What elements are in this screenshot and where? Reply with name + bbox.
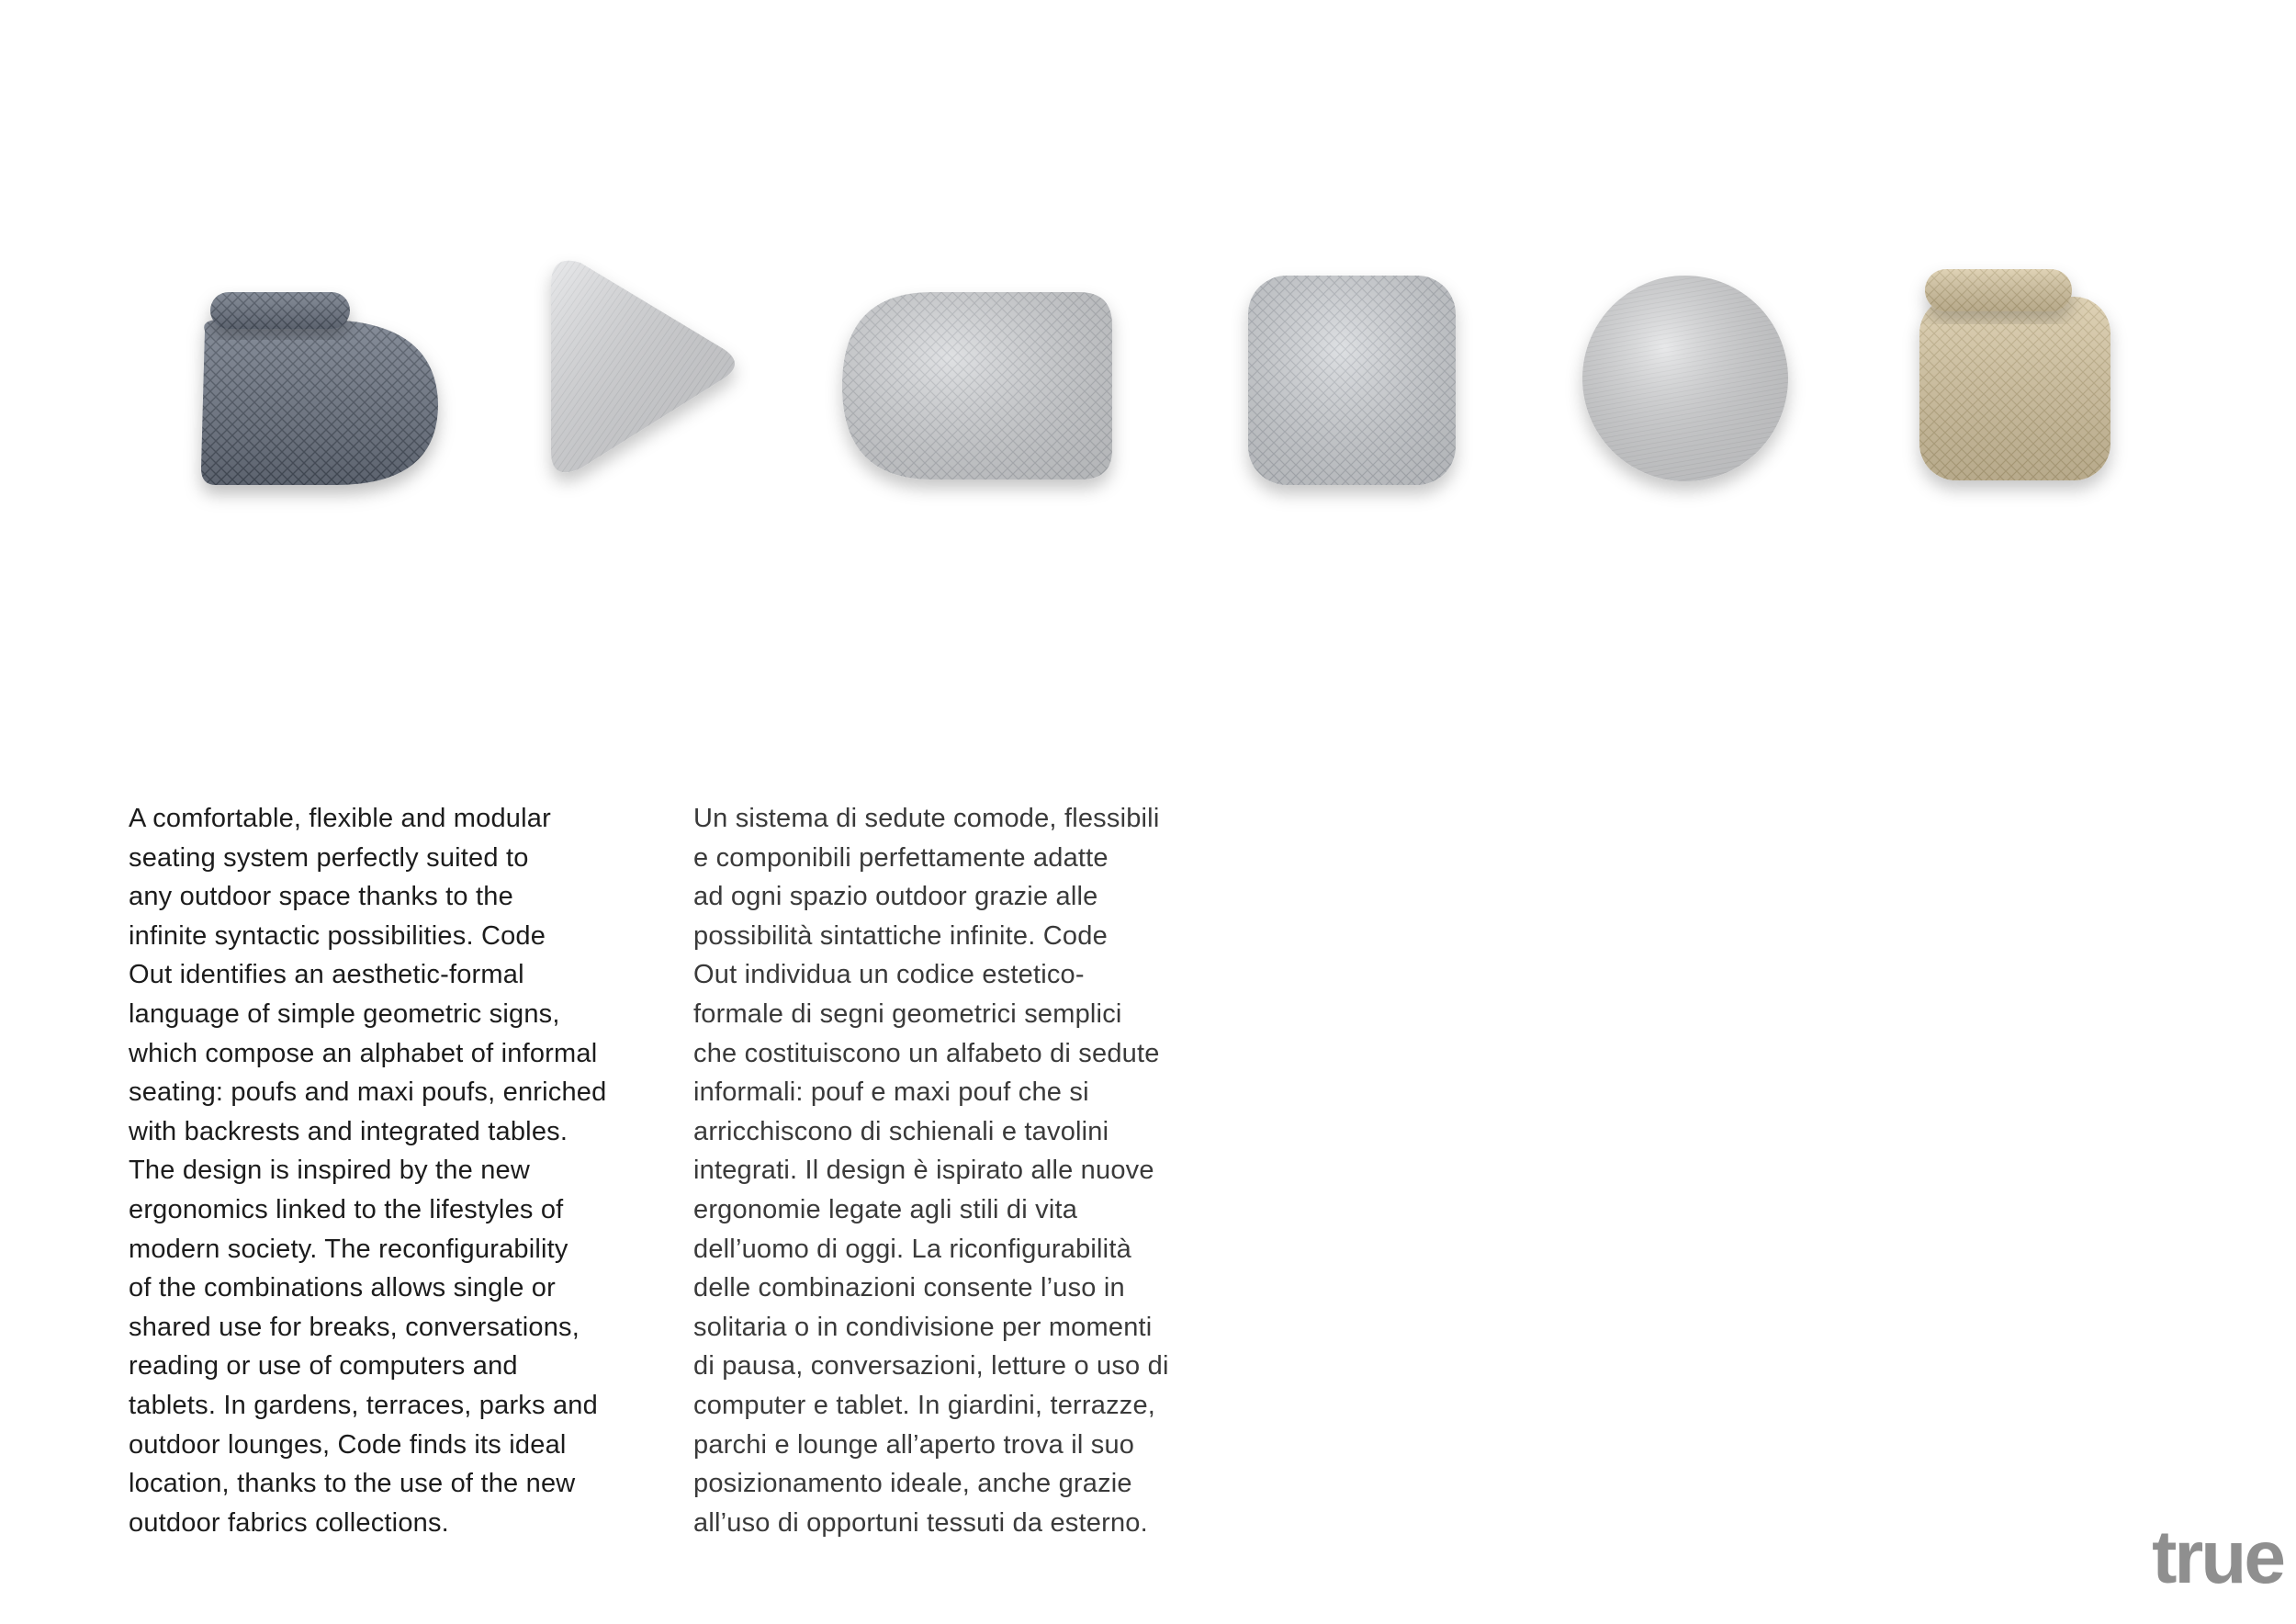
product-image-seat-backrest-sand [1901, 262, 2122, 501]
italian-text-line: formale di segni geometrici semplici [693, 998, 1122, 1029]
italian-text-line: dell’uomo di oggi. La riconfigurabilità [693, 1234, 1131, 1264]
italian-text-line: ad ogni spazio outdoor grazie alle [693, 882, 1098, 912]
product-image-triangle-pouf [523, 248, 753, 496]
english-text-line: outdoor fabrics collections. [129, 1507, 449, 1538]
english-text-line: which compose an alphabet of informal [129, 1038, 598, 1068]
italian-text-line: Out individua un codice estetico- [693, 960, 1085, 990]
english-text-line: tablets. In gardens, terraces, parks and [129, 1390, 598, 1420]
italian-text-line: ergonomie legate agli stili di vita [693, 1194, 1078, 1224]
italian-text-line: integrati. Il design è ispirato alle nuove [693, 1156, 1154, 1186]
italian-text-line: possibilità sintattiche infinite. Code [693, 920, 1108, 951]
english-text-line: ergonomics linked to the lifestyles of [129, 1194, 564, 1224]
italian-text-line: parchi e lounge all’aperto trova il suo [693, 1429, 1135, 1460]
product-image-seat-backrest-blue [188, 276, 455, 496]
italian-text-line: e componibili perfettamente adatte [693, 842, 1109, 873]
english-text-line: seating system perfectly suited to [129, 842, 529, 873]
english-text-line: language of simple geometric signs, [129, 998, 560, 1029]
english-text-line: infinite syntactic possibilities. Code [129, 920, 546, 951]
italian-text-line: di pausa, conversazioni, letture o uso di [693, 1351, 1169, 1382]
italian-text-line: informali: pouf e maxi pouf che si [693, 1077, 1089, 1108]
english-text-line: location, thanks to the use of the new [129, 1469, 576, 1499]
italian-text-line: solitaria o in condivisione per momenti [693, 1312, 1153, 1342]
italian-text-line: posizionamento ideale, anche grazie [693, 1469, 1132, 1499]
english-text-line: seating: poufs and maxi poufs, enriched [129, 1077, 607, 1108]
english-text-line: Out identifies an aesthetic-formal [129, 960, 524, 990]
italian-text-line: arricchiscono di schienali e tavolini [693, 1116, 1109, 1146]
english-text-line: The design is inspired by the new [129, 1156, 531, 1186]
italian-text-line: delle combinazioni consente l’uso in [693, 1273, 1125, 1303]
italian-text-line: che costituiscono un alfabeto di sedute [693, 1038, 1160, 1068]
english-text-line: A comfortable, flexible and modular [129, 804, 551, 833]
english-description [129, 799, 606, 1542]
english-text-line: shared use for breaks, conversations, [129, 1312, 580, 1342]
english-text-line: of the combinations allows single or [129, 1273, 556, 1303]
english-text-line: with backrests and integrated tables. [129, 1116, 568, 1146]
product-image-round-pouf [1570, 266, 1800, 496]
italian-text-line: computer e tablet. In giardini, terrazze, [693, 1390, 1156, 1420]
english-text-line: outdoor lounges, Code finds its ideal [129, 1429, 567, 1460]
product-images-row [0, 220, 2296, 533]
english-text-line: modern society. The reconfigurability [129, 1234, 568, 1264]
product-image-rounded-rect-pouf [831, 276, 1125, 496]
product-image-square-pouf [1235, 266, 1465, 496]
english-text-line: any outdoor space thanks to the [129, 882, 513, 912]
italian-description [693, 799, 1169, 1542]
brand-logo: true [2152, 1516, 2283, 1599]
italian-text-line: all’uso di opportuni tessuti da esterno. [693, 1507, 1148, 1538]
italian-text-line: Un sistema di sedute comode, flessibili [693, 804, 1160, 833]
english-text-line: reading or use of computers and [129, 1351, 518, 1382]
